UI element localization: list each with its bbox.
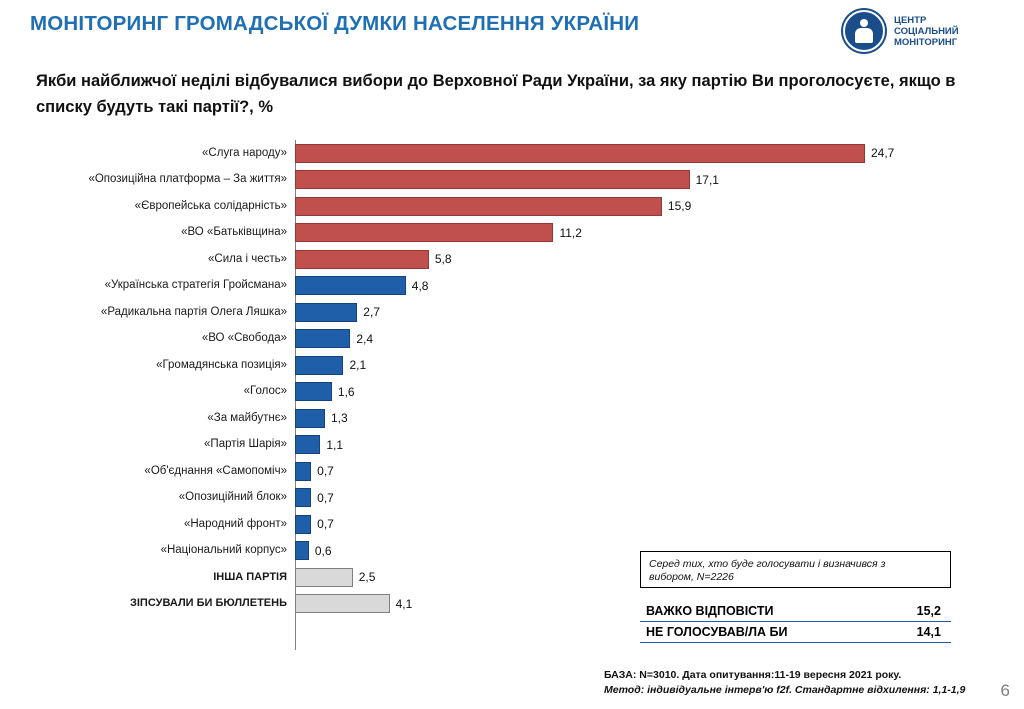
- person-icon: [855, 19, 873, 43]
- chart-value-label: 0,7: [317, 464, 334, 479]
- chart-bar-area: [295, 405, 990, 432]
- chart-value-label: 2,7: [363, 305, 380, 320]
- undecided-row: [640, 601, 951, 622]
- chart-row: [30, 379, 990, 406]
- chart-row: [30, 432, 990, 459]
- chart-bar-area: [295, 485, 990, 512]
- undecided-value: 14,1: [916, 625, 941, 639]
- chart-category-label: «ВО «Свобода»: [201, 332, 287, 345]
- chart-value-label: 15,9: [667, 199, 692, 214]
- chart-value-label: 0,7: [317, 517, 334, 532]
- chart-bar: [295, 568, 353, 587]
- chart-row: [30, 485, 990, 512]
- chart-value-label: 0,6: [314, 543, 332, 558]
- chart-row: [30, 246, 990, 273]
- chart-value-label: 1,3: [331, 411, 348, 426]
- footer-line-2: Метод: індивідуальне інтерв'ю f2f. Стандартне відхилення: 1,1-1,9: [604, 684, 966, 696]
- sample-note-line-2: вибором, N=2226: [649, 571, 734, 583]
- chart-bar: [295, 462, 311, 481]
- chart-row: [30, 511, 990, 538]
- chart-bar-area: [295, 458, 990, 485]
- chart-row: [30, 220, 990, 247]
- chart-category-label: «Національний корпус»: [160, 544, 287, 557]
- chart-category-label: «Голос»: [243, 385, 287, 398]
- chart-row: [30, 273, 990, 300]
- undecided-label: НЕ ГОЛОСУВАВ/ЛА БИ: [646, 625, 788, 639]
- chart-bar-area: [295, 167, 990, 194]
- chart-bar: [295, 594, 390, 613]
- chart-bar: [295, 356, 343, 375]
- chart-value-label: 0,7: [317, 490, 334, 505]
- chart-bar: [295, 382, 332, 401]
- chart-category-label: «Партія Шарія»: [204, 438, 287, 451]
- chart-row: [30, 140, 990, 167]
- logo-line-1: ЦЕНТР: [894, 14, 927, 26]
- chart-value-label: 5,8: [434, 252, 452, 267]
- chart-row: [30, 326, 990, 353]
- page-number: 6: [1000, 681, 1010, 700]
- chart-value-label: 1,6: [337, 384, 355, 399]
- chart-bar-area: [295, 220, 990, 247]
- chart-bar: [295, 488, 311, 507]
- chart-category-label: «Опозиційна платформа – За життя»: [88, 173, 287, 186]
- chart-bar: [295, 515, 311, 534]
- chart-category-label: «Слуга народу»: [202, 146, 287, 159]
- chart-category-label: «Європейська солідарність»: [134, 199, 287, 212]
- chart-category-label: ІНША ПАРТІЯ: [213, 570, 287, 583]
- chart-bar-area: [295, 379, 990, 406]
- chart-row: [30, 405, 990, 432]
- chart-category-label: «ВО «Батьківщина»: [181, 226, 287, 239]
- chart-bar-area: [295, 246, 990, 273]
- chart-bar: [295, 541, 309, 560]
- chart-value-label: 2,1: [349, 358, 367, 373]
- sample-note-box: [640, 551, 951, 588]
- chart-category-label: «Об'єднання «Самопоміч»: [144, 464, 287, 477]
- chart-category-label: «За майбутнє»: [207, 411, 287, 424]
- chart-bar: [295, 197, 662, 216]
- chart-value-label: 1,1: [326, 437, 344, 452]
- chart-value-label: 4,8: [411, 278, 429, 293]
- chart-bar-area: [295, 326, 990, 353]
- chart-bar: [295, 170, 690, 189]
- chart-bar-area: [295, 299, 990, 326]
- chart-category-label: «Радикальна партія Олега Ляшка»: [100, 305, 287, 318]
- chart-bar-area: [295, 140, 990, 167]
- chart-row: [30, 458, 990, 485]
- chart-row: [30, 193, 990, 220]
- sample-note-line-1: Серед тих, хто буде голосувати і визначився з: [649, 558, 886, 570]
- chart-bar-area: [295, 432, 990, 459]
- logo-line-3: МОНІТОРИНГ: [894, 36, 958, 48]
- organization-logo: [841, 8, 986, 54]
- undecided-label: ВАЖКО ВІДПОВІСТИ: [646, 604, 774, 618]
- chart-category-label: «Народний фронт»: [183, 517, 287, 530]
- chart-category-label: ЗІПСУВАЛИ БИ БЮЛЛЕТЕНЬ: [129, 597, 287, 610]
- undecided-value: 15,2: [916, 604, 941, 618]
- chart-category-label: «Громадянська позиція»: [156, 358, 287, 371]
- chart-bar: [295, 144, 865, 163]
- chart-bar-area: [295, 193, 990, 220]
- chart-value-label: 2,5: [358, 570, 376, 585]
- page-header: [30, 12, 990, 58]
- undecided-table: [640, 601, 951, 643]
- chart-bar: [295, 276, 406, 295]
- chart-value-label: 4,1: [395, 596, 413, 611]
- chart-bar-area: [295, 352, 990, 379]
- chart-bar-area: [295, 273, 990, 300]
- chart-bar: [295, 409, 325, 428]
- undecided-row: [640, 622, 951, 643]
- chart-bar: [295, 329, 350, 348]
- chart-row: [30, 299, 990, 326]
- chart-category-label: «Сила і честь»: [208, 252, 287, 265]
- logo-badge-icon: [841, 8, 887, 54]
- chart-category-label: «Опозиційний блок»: [178, 491, 287, 504]
- logo-line-2: СОЦІАЛЬНИЙ: [894, 25, 959, 37]
- chart-bar-area: [295, 511, 990, 538]
- chart-category-label: «Українська стратегія Гройсмана»: [104, 279, 287, 292]
- chart-bar: [295, 223, 553, 242]
- footer-line-1: БАЗА: N=3010. Дата опитування:11-19 вересня 2021 року.: [604, 669, 902, 681]
- chart-value-label: 17,1: [695, 172, 719, 187]
- chart-value-label: 2,4: [356, 331, 374, 346]
- logo-text: [894, 15, 959, 48]
- chart-bar: [295, 250, 429, 269]
- page-title: МОНІТОРИНГ ГРОМАДСЬКОЇ ДУМКИ НАСЕЛЕННЯ УКРАЇНИ: [30, 12, 640, 35]
- chart-row: [30, 352, 990, 379]
- chart-value-label: 11,2: [559, 225, 582, 240]
- methodology-footer: [604, 668, 1004, 698]
- chart-bar: [295, 435, 320, 454]
- chart-bar: [295, 303, 357, 322]
- chart-value-label: 24,7: [871, 146, 895, 161]
- chart-row: [30, 167, 990, 194]
- survey-question: Якби найближчої неділі відбувалися вибори до Верховної Ради України, за яку партію Ви проголосуєте, якщо в списку будуть такі партії?, %: [36, 72, 956, 116]
